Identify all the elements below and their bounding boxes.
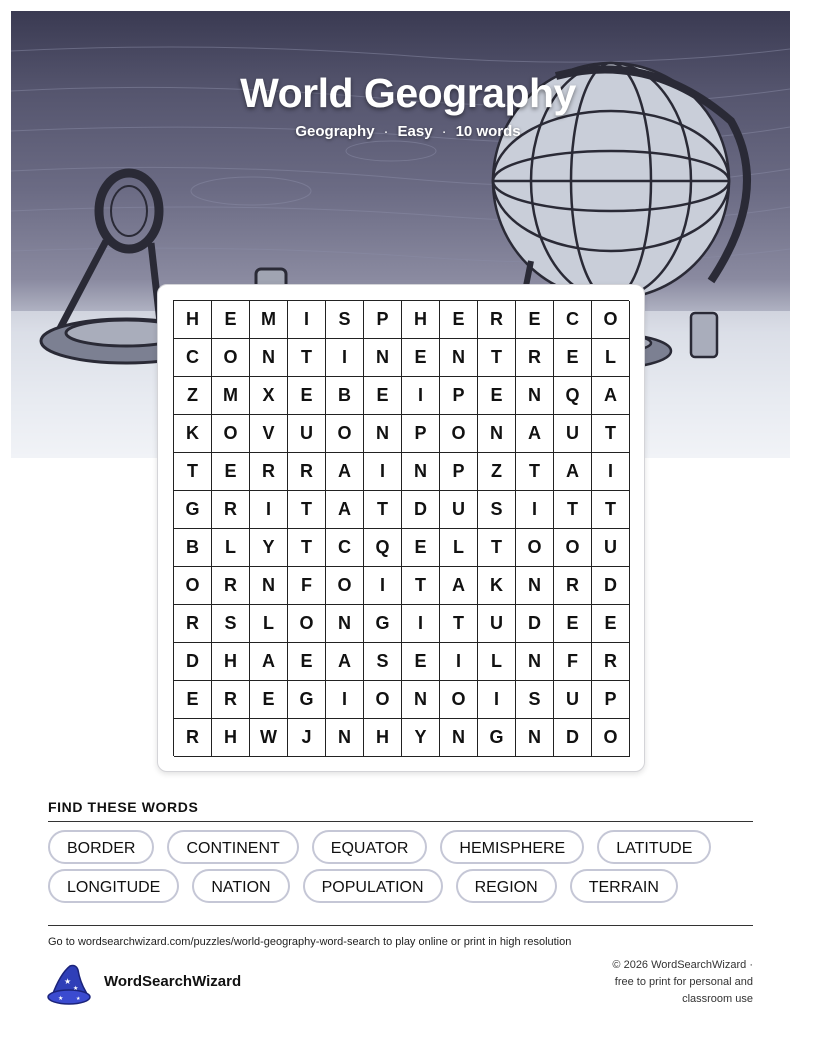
page-title: World Geography xyxy=(240,70,576,116)
grid-cell[interactable]: R xyxy=(174,605,212,643)
grid-cell[interactable]: R xyxy=(592,643,630,681)
grid-cell[interactable]: T xyxy=(478,339,516,377)
word-list-heading: FIND THESE WORDS xyxy=(48,799,199,815)
separator: · xyxy=(441,123,447,140)
grid-cell[interactable]: E xyxy=(288,377,326,415)
grid-cell[interactable]: O xyxy=(326,567,364,605)
grid-cell[interactable]: R xyxy=(516,339,554,377)
grid-cell[interactable]: N xyxy=(364,415,402,453)
word-chip: LATITUDE xyxy=(597,830,711,864)
grid-cell[interactable]: D xyxy=(174,643,212,681)
grid-cell[interactable]: E xyxy=(402,339,440,377)
copyright-line: classroom use xyxy=(682,993,753,1005)
grid-cell[interactable]: N xyxy=(440,719,478,757)
grid-cell[interactable]: E xyxy=(250,681,288,719)
grid-cell[interactable]: I xyxy=(516,491,554,529)
puzzle-meta xyxy=(0,123,816,140)
svg-text:★: ★ xyxy=(58,995,64,1002)
grid-cell[interactable]: T xyxy=(516,453,554,491)
grid-cell[interactable]: D xyxy=(554,719,592,757)
word-chip: NATION xyxy=(192,869,289,903)
grid-cell[interactable]: O xyxy=(212,339,250,377)
grid-cell[interactable]: Q xyxy=(364,529,402,567)
grid-cell[interactable]: J xyxy=(288,719,326,757)
letter-grid[interactable] xyxy=(173,300,629,756)
grid-cell[interactable]: E xyxy=(592,605,630,643)
word-chip: BORDER xyxy=(48,830,154,864)
grid-cell[interactable]: A xyxy=(516,415,554,453)
grid-cell[interactable]: N xyxy=(250,339,288,377)
puzzle-card xyxy=(157,284,645,772)
grid-cell[interactable]: T xyxy=(288,491,326,529)
grid-cell[interactable]: A xyxy=(554,453,592,491)
grid-cell[interactable]: T xyxy=(288,339,326,377)
grid-cell[interactable]: P xyxy=(440,453,478,491)
grid-cell[interactable]: F xyxy=(554,643,592,681)
grid-cell[interactable]: U xyxy=(554,415,592,453)
grid-cell[interactable]: O xyxy=(440,681,478,719)
grid-cell[interactable]: E xyxy=(554,605,592,643)
grid-cell[interactable]: E xyxy=(478,377,516,415)
grid-cell[interactable]: O xyxy=(326,415,364,453)
grid-cell[interactable]: H xyxy=(212,643,250,681)
grid-cell[interactable]: P xyxy=(440,377,478,415)
grid-cell[interactable]: S xyxy=(364,643,402,681)
grid-cell[interactable]: L xyxy=(478,643,516,681)
grid-cell[interactable]: A xyxy=(250,643,288,681)
grid-cell[interactable]: N xyxy=(516,377,554,415)
grid-cell[interactable]: O xyxy=(288,605,326,643)
grid-cell[interactable]: O xyxy=(516,529,554,567)
grid-cell[interactable]: B xyxy=(326,377,364,415)
grid-cell[interactable]: V xyxy=(250,415,288,453)
copyright-text xyxy=(553,957,753,1008)
grid-cell[interactable]: N xyxy=(516,719,554,757)
divider xyxy=(48,821,753,822)
grid-cell[interactable]: U xyxy=(592,529,630,567)
grid-cell[interactable]: N xyxy=(402,453,440,491)
grid-cell[interactable]: I xyxy=(402,377,440,415)
grid-cell[interactable]: R xyxy=(174,719,212,757)
grid-cell[interactable]: Y xyxy=(250,529,288,567)
grid-cell[interactable]: U xyxy=(478,605,516,643)
word-chip: CONTINENT xyxy=(167,830,298,864)
svg-text:★: ★ xyxy=(73,985,79,992)
grid-cell[interactable]: I xyxy=(288,301,326,339)
grid-cell[interactable]: U xyxy=(288,415,326,453)
grid-cell[interactable]: O xyxy=(174,567,212,605)
grid-cell[interactable]: Q xyxy=(554,377,592,415)
grid-cell[interactable]: R xyxy=(554,567,592,605)
word-chip: EQUATOR xyxy=(312,830,428,864)
grid-cell[interactable]: A xyxy=(592,377,630,415)
grid-cell[interactable]: S xyxy=(478,491,516,529)
grid-cell[interactable]: X xyxy=(250,377,288,415)
grid-cell[interactable]: N xyxy=(516,643,554,681)
grid-cell[interactable]: H xyxy=(364,719,402,757)
category-label: Geography xyxy=(295,123,375,140)
grid-cell[interactable]: C xyxy=(554,301,592,339)
grid-cell[interactable]: G xyxy=(288,681,326,719)
grid-cell[interactable]: L xyxy=(440,529,478,567)
grid-cell[interactable]: F xyxy=(288,567,326,605)
grid-cell[interactable]: T xyxy=(592,415,630,453)
grid-cell[interactable]: R xyxy=(212,567,250,605)
grid-cell[interactable]: R xyxy=(288,453,326,491)
grid-cell[interactable]: E xyxy=(402,643,440,681)
grid-cell[interactable]: O xyxy=(592,301,630,339)
grid-cell[interactable]: O xyxy=(212,415,250,453)
grid-cell[interactable]: I xyxy=(440,643,478,681)
grid-cell[interactable]: E xyxy=(174,681,212,719)
grid-cell[interactable]: M xyxy=(212,377,250,415)
grid-cell[interactable]: Y xyxy=(402,719,440,757)
divider xyxy=(48,925,753,926)
grid-cell[interactable]: A xyxy=(326,453,364,491)
grid-cell[interactable]: U xyxy=(440,491,478,529)
grid-cell[interactable]: R xyxy=(212,491,250,529)
grid-cell[interactable]: R xyxy=(212,681,250,719)
grid-cell[interactable]: N xyxy=(326,719,364,757)
grid-cell[interactable]: A xyxy=(440,567,478,605)
grid-cell[interactable]: N xyxy=(364,339,402,377)
grid-cell[interactable]: I xyxy=(326,681,364,719)
grid-cell[interactable]: L xyxy=(592,339,630,377)
difficulty-label: Easy xyxy=(397,123,433,140)
grid-cell[interactable]: O xyxy=(554,529,592,567)
word-list xyxy=(48,830,768,908)
grid-cell[interactable]: L xyxy=(250,605,288,643)
grid-cell[interactable]: N xyxy=(326,605,364,643)
grid-cell[interactable]: G xyxy=(478,719,516,757)
grid-cell[interactable]: W xyxy=(250,719,288,757)
grid-cell[interactable]: O xyxy=(364,681,402,719)
grid-cell[interactable]: D xyxy=(402,491,440,529)
grid-cell[interactable]: A xyxy=(326,491,364,529)
brand-name: WordSearchWizard xyxy=(104,973,242,990)
copyright-line: © 2026 WordSearchWizard · xyxy=(612,959,753,971)
footer-url-text: Go to wordsearchwizard.com/puzzles/world-geography-word-search to play online or print in high resolution xyxy=(48,936,572,948)
grid-cell[interactable]: E xyxy=(516,301,554,339)
grid-cell[interactable]: T xyxy=(554,491,592,529)
grid-cell[interactable]: R xyxy=(250,453,288,491)
grid-cell[interactable]: S xyxy=(212,605,250,643)
grid-cell[interactable]: P xyxy=(402,415,440,453)
copyright-line: free to print for personal and xyxy=(614,976,753,988)
grid-cell[interactable]: L xyxy=(212,529,250,567)
grid-cell[interactable]: O xyxy=(592,719,630,757)
grid-cell[interactable]: H xyxy=(212,719,250,757)
grid-cell[interactable]: T xyxy=(592,491,630,529)
grid-cell[interactable]: P xyxy=(592,681,630,719)
word-row xyxy=(48,869,768,903)
grid-cell[interactable]: C xyxy=(326,529,364,567)
word-row xyxy=(48,830,768,864)
grid-cell[interactable]: H xyxy=(174,301,212,339)
wizard-hat-icon xyxy=(46,962,92,1006)
grid-cell[interactable]: E xyxy=(440,301,478,339)
grid-cell[interactable]: K xyxy=(174,415,212,453)
grid-cell[interactable]: T xyxy=(288,529,326,567)
word-chip: HEMISPHERE xyxy=(440,830,584,864)
word-chip: POPULATION xyxy=(303,869,443,903)
grid-cell[interactable]: N xyxy=(250,567,288,605)
grid-cell[interactable]: U xyxy=(554,681,592,719)
grid-cell[interactable]: I xyxy=(402,605,440,643)
grid-cell[interactable]: S xyxy=(326,301,364,339)
separator: · xyxy=(383,123,389,140)
grid-cell[interactable]: N xyxy=(440,339,478,377)
grid-cell[interactable]: T xyxy=(174,453,212,491)
grid-cell[interactable]: E xyxy=(402,529,440,567)
grid-cell[interactable]: T xyxy=(402,567,440,605)
grid-cell[interactable]: E xyxy=(212,453,250,491)
grid-cell[interactable]: T xyxy=(478,529,516,567)
word-chip: REGION xyxy=(456,869,557,903)
grid-cell[interactable]: D xyxy=(516,605,554,643)
grid-cell[interactable]: N xyxy=(516,567,554,605)
grid-cell[interactable]: E xyxy=(554,339,592,377)
grid-cell[interactable]: N xyxy=(402,681,440,719)
grid-cell[interactable]: E xyxy=(212,301,250,339)
grid-cell[interactable]: Z xyxy=(478,453,516,491)
word-chip: LONGITUDE xyxy=(48,869,179,903)
grid-cell[interactable]: B xyxy=(174,529,212,567)
grid-cell[interactable]: R xyxy=(478,301,516,339)
svg-text:★: ★ xyxy=(64,977,72,986)
grid-cell[interactable]: O xyxy=(440,415,478,453)
grid-cell[interactable]: S xyxy=(516,681,554,719)
grid-cell[interactable]: I xyxy=(478,681,516,719)
grid-cell[interactable]: I xyxy=(364,567,402,605)
grid-cell[interactable]: I xyxy=(592,453,630,491)
grid-cell[interactable]: G xyxy=(364,605,402,643)
grid-cell[interactable]: D xyxy=(592,567,630,605)
grid-cell[interactable]: I xyxy=(364,453,402,491)
grid-cell[interactable]: N xyxy=(478,415,516,453)
grid-cell[interactable]: G xyxy=(174,491,212,529)
grid-cell[interactable]: P xyxy=(364,301,402,339)
grid-cell[interactable]: T xyxy=(440,605,478,643)
grid-cell[interactable]: Z xyxy=(174,377,212,415)
grid-cell[interactable]: C xyxy=(174,339,212,377)
word-chip: TERRAIN xyxy=(570,869,678,903)
svg-text:★: ★ xyxy=(76,996,81,1002)
grid-cell[interactable]: K xyxy=(478,567,516,605)
word-count-label: 10 words xyxy=(455,123,521,140)
grid-cell[interactable]: I xyxy=(250,491,288,529)
grid-cell[interactable]: H xyxy=(402,301,440,339)
grid-cell[interactable]: E xyxy=(288,643,326,681)
grid-cell[interactable]: M xyxy=(250,301,288,339)
grid-cell[interactable]: T xyxy=(364,491,402,529)
grid-cell[interactable]: A xyxy=(326,643,364,681)
grid-cell[interactable]: I xyxy=(326,339,364,377)
grid-cell[interactable]: E xyxy=(364,377,402,415)
